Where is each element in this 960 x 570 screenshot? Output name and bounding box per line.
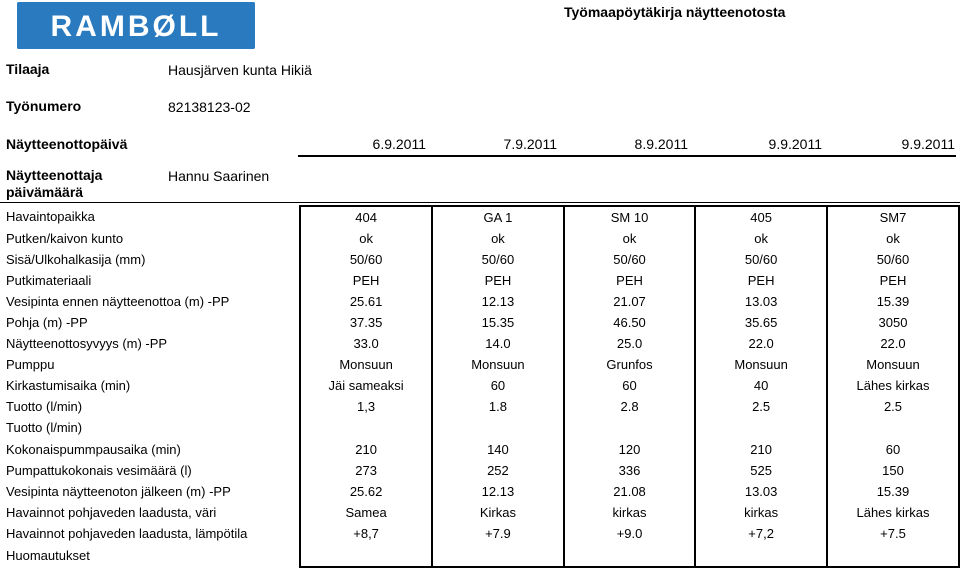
row-value-5: Lähes kirkas	[827, 376, 959, 397]
table-row	[4, 291, 959, 312]
row-value-2: Monsuun	[432, 355, 564, 376]
row-value-2	[432, 418, 564, 439]
row-value-2: 50/60	[432, 249, 564, 270]
row-value-4: kirkas	[695, 502, 827, 523]
row-value-4	[695, 545, 827, 567]
sampling-date-1: 6.9.2011	[372, 136, 426, 152]
sampling-date-3: 8.9.2011	[634, 136, 688, 152]
row-value-2: +7.9	[432, 523, 564, 544]
sampling-date-4: 9.9.2011	[768, 136, 822, 152]
row-label: Vesipinta näytteenoton jälkeen (m) -PP	[6, 483, 231, 499]
row-label: Huomautukset	[6, 547, 90, 563]
row-value-5	[827, 418, 959, 439]
row-value-4: 50/60	[695, 249, 827, 270]
row-value-3: ok	[564, 228, 696, 249]
ramboll-logo	[17, 2, 255, 49]
row-label: Tuotto (l/min)	[6, 399, 83, 415]
table-row	[4, 439, 959, 460]
row-label: Pumpattukokonais vesimäärä (l)	[6, 462, 192, 478]
row-value-3: SM 10	[564, 206, 696, 228]
row-value-1: 25.62	[300, 481, 432, 502]
row-value-2: 12.13	[432, 291, 564, 312]
row-value-3: 50/60	[564, 249, 696, 270]
row-value-1	[300, 545, 432, 567]
row-label: Havaintopaikka	[6, 209, 95, 225]
row-value-2: 252	[432, 460, 564, 481]
row-label: Havainnot pohjaveden laadusta, väri	[6, 504, 217, 520]
header-divider	[0, 202, 960, 203]
table-row	[4, 249, 959, 270]
row-label: Putken/kaivon kunto	[6, 230, 124, 246]
table-row	[4, 523, 959, 544]
row-value-4: 525	[695, 460, 827, 481]
row-value-4: 13.03	[695, 481, 827, 502]
row-value-3: 21.08	[564, 481, 696, 502]
client-value: Hausjärven kunta Hikiä	[168, 62, 312, 78]
job-number-value: 82138123-02	[168, 99, 251, 115]
row-label: Pohja (m) -PP	[6, 315, 88, 331]
table-row	[4, 228, 959, 249]
row-value-5: 3050	[827, 312, 959, 333]
table-row	[4, 545, 959, 567]
row-value-5: ok	[827, 228, 959, 249]
client-label: Tilaaja	[6, 61, 50, 77]
row-value-4: 22.0	[695, 334, 827, 355]
row-value-1: +8,7	[300, 523, 432, 544]
row-label: Kirkastumisaika (min)	[6, 378, 131, 394]
row-label: Vesipinta ennen näytteenottoa (m) -PP	[6, 293, 230, 309]
row-value-3: kirkas	[564, 502, 696, 523]
row-value-5: 60	[827, 439, 959, 460]
row-value-4: 405	[695, 206, 827, 228]
row-value-4: +7,2	[695, 523, 827, 544]
row-value-3: 336	[564, 460, 696, 481]
row-value-2: 1.8	[432, 397, 564, 418]
row-value-4: 13.03	[695, 291, 827, 312]
table-row	[4, 460, 959, 481]
row-value-2: 140	[432, 439, 564, 460]
row-value-1: 210	[300, 439, 432, 460]
sampler-date-label: päivämäärä	[6, 184, 84, 200]
date-underline	[298, 155, 956, 157]
row-value-1: Monsuun	[300, 355, 432, 376]
row-value-5: Monsuun	[827, 355, 959, 376]
row-label: Putkimateriaali	[6, 272, 92, 288]
row-value-5: PEH	[827, 270, 959, 291]
sampling-date-5: 9.9.2011	[901, 136, 955, 152]
row-value-3: +9.0	[564, 523, 696, 544]
row-value-4	[695, 418, 827, 439]
table-row	[4, 481, 959, 502]
sample-table	[4, 205, 960, 568]
row-value-2: ok	[432, 228, 564, 249]
row-value-4: ok	[695, 228, 827, 249]
row-label: Sisä/Ulkohalkasija (mm)	[6, 251, 146, 267]
row-value-4: PEH	[695, 270, 827, 291]
row-value-3: 46.50	[564, 312, 696, 333]
row-value-3: 2.8	[564, 397, 696, 418]
sampling-date-label: Näytteenottopäivä	[6, 136, 128, 152]
row-value-1: 33.0	[300, 334, 432, 355]
row-value-5: 2.5	[827, 397, 959, 418]
row-value-2	[432, 545, 564, 567]
row-value-1: 25.61	[300, 291, 432, 312]
row-label: Pumppu	[6, 357, 55, 373]
row-value-3	[564, 418, 696, 439]
row-value-1	[300, 418, 432, 439]
row-label: Näytteenottosyvyys (m) -PP	[6, 336, 168, 352]
row-value-2: GA 1	[432, 206, 564, 228]
row-value-4: Monsuun	[695, 355, 827, 376]
row-value-5: 22.0	[827, 334, 959, 355]
row-value-3: 25.0	[564, 334, 696, 355]
row-value-1: 1,3	[300, 397, 432, 418]
row-label: Havainnot pohjaveden laadusta, lämpötila	[6, 525, 248, 541]
document-title: Työmaapöytäkirja näytteenotosta	[564, 4, 786, 20]
row-value-1: ok	[300, 228, 432, 249]
row-value-4: 2.5	[695, 397, 827, 418]
row-value-5: +7.5	[827, 523, 959, 544]
row-value-5: Lähes kirkas	[827, 502, 959, 523]
table-row	[4, 312, 959, 333]
table-row	[4, 355, 959, 376]
row-value-3	[564, 545, 696, 567]
row-value-2: PEH	[432, 270, 564, 291]
row-value-2: 14.0	[432, 334, 564, 355]
row-value-1: PEH	[300, 270, 432, 291]
logo-text: RAMBØLL	[50, 10, 222, 43]
table-row	[4, 397, 959, 418]
row-value-1: 37.35	[300, 312, 432, 333]
row-value-1: Samea	[300, 502, 432, 523]
row-value-5: 50/60	[827, 249, 959, 270]
row-value-3: Grunfos	[564, 355, 696, 376]
row-value-2: Kirkas	[432, 502, 564, 523]
row-value-5	[827, 545, 959, 567]
row-label: Tuotto (l/min)	[6, 420, 83, 436]
row-value-1: 273	[300, 460, 432, 481]
table-row	[4, 418, 959, 439]
job-number-label: Työnumero	[6, 98, 82, 114]
table-row	[4, 206, 959, 228]
row-value-5: SM7	[827, 206, 959, 228]
row-value-5: 15.39	[827, 481, 959, 502]
row-label: Kokonaispummpausaika (min)	[6, 441, 181, 457]
row-value-4: 35.65	[695, 312, 827, 333]
table-row	[4, 270, 959, 291]
row-value-4: 210	[695, 439, 827, 460]
table-row	[4, 502, 959, 523]
row-value-3: PEH	[564, 270, 696, 291]
row-value-2: 15.35	[432, 312, 564, 333]
row-value-5: 15.39	[827, 291, 959, 312]
sampler-label: Näytteenottaja	[6, 167, 103, 183]
row-value-2: 60	[432, 376, 564, 397]
row-value-3: 21.07	[564, 291, 696, 312]
row-value-2: 12.13	[432, 481, 564, 502]
sampler-value: Hannu Saarinen	[168, 168, 270, 184]
table-row	[4, 334, 959, 355]
row-value-3: 60	[564, 376, 696, 397]
row-value-1: 50/60	[300, 249, 432, 270]
sampling-date-2: 7.9.2011	[503, 136, 557, 152]
row-value-3: 120	[564, 439, 696, 460]
row-value-4: 40	[695, 376, 827, 397]
row-value-1: Jäi sameaksi	[300, 376, 432, 397]
table-row	[4, 376, 959, 397]
row-value-5: 150	[827, 460, 959, 481]
row-value-1: 404	[300, 206, 432, 228]
